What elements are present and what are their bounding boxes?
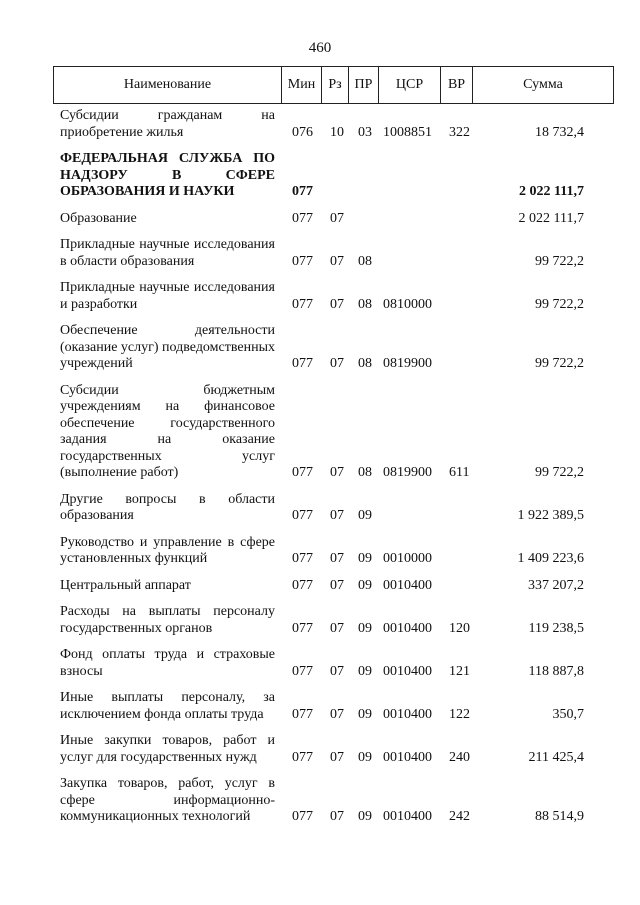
row-sum: 1 922 389,5	[517, 508, 584, 523]
table-row	[0, 323, 640, 373]
row-min: 077	[292, 551, 313, 566]
row-rz: 07	[330, 551, 344, 566]
row-sum: 119 238,5	[528, 620, 584, 636]
row-pr: 09	[358, 577, 372, 593]
row-pr: 09	[358, 620, 372, 636]
row-sum: 2 022 111,7	[518, 210, 584, 226]
table-header	[53, 66, 614, 104]
row-sum: 99 722,2	[535, 356, 584, 371]
row-csr: 0810000	[383, 296, 432, 312]
row-pr: 08	[358, 465, 372, 480]
row-name: Обеспечение деятельности (оказание услуг) подведомственных учреждений	[60, 323, 275, 371]
row-rz: 07	[330, 706, 344, 722]
header-rz: Рз	[322, 67, 349, 103]
row-csr: 0010400	[383, 620, 432, 636]
table-row	[0, 237, 640, 270]
row-pr: 08	[358, 296, 372, 312]
row-min: 077	[292, 749, 313, 765]
row-rz: 10	[330, 124, 344, 140]
header-csr: ЦСР	[379, 67, 441, 103]
row-pr: 09	[358, 508, 372, 523]
row-sum: 118 887,8	[528, 663, 584, 679]
row-pr: 08	[358, 356, 372, 371]
row-rz: 07	[330, 508, 344, 523]
page-number: 460	[308, 40, 332, 56]
row-name: Субсидии гражданам на приобретение жилья	[60, 108, 275, 140]
row-pr: 09	[358, 706, 372, 722]
table-row	[0, 604, 640, 637]
row-pr: 03	[358, 124, 372, 140]
table-row	[0, 776, 640, 826]
row-sum: 2 022 111,7	[519, 184, 584, 199]
row-min: 077	[292, 809, 313, 824]
row-name: Иные выплаты персоналу, за исключением фонда оплаты труда	[60, 690, 275, 722]
table-row	[0, 280, 640, 313]
row-vr: 242	[449, 809, 470, 824]
row-pr: 09	[358, 749, 372, 765]
row-name: Прикладные научные исследования и разработки	[60, 280, 275, 312]
table-body	[0, 108, 640, 836]
row-rz: 07	[330, 296, 344, 312]
header-min: Мин	[282, 67, 322, 103]
row-name: ФЕДЕРАЛЬНАЯ СЛУЖБА ПО НАДЗОРУ В СФЕРЕ ОБРАЗОВАНИЯ И НАУКИ	[60, 151, 275, 199]
row-vr: 322	[449, 124, 470, 140]
row-pr: 09	[358, 663, 372, 679]
row-min: 077	[292, 356, 313, 371]
row-rz: 07	[330, 577, 344, 593]
row-csr: 0010400	[383, 749, 432, 765]
row-csr: 0010400	[383, 663, 432, 679]
header-name: Наименование	[54, 67, 282, 103]
row-pr: 09	[358, 809, 372, 824]
table-row	[0, 733, 640, 766]
row-sum: 88 514,9	[535, 809, 584, 824]
row-name: Другие вопросы в области образования	[60, 491, 275, 523]
row-rz: 07	[330, 465, 344, 480]
row-vr: 122	[449, 706, 470, 722]
row-pr: 08	[358, 253, 372, 269]
row-min: 077	[292, 253, 313, 269]
row-csr: 0010000	[383, 551, 432, 566]
row-rz: 07	[330, 620, 344, 636]
row-name: Образование	[60, 210, 137, 226]
row-csr: 0819900	[383, 356, 432, 371]
row-rz: 07	[330, 210, 344, 226]
row-name: Фонд оплаты труда и страховые взносы	[60, 647, 275, 679]
row-min: 077	[292, 706, 313, 722]
row-csr: 0819900	[383, 465, 432, 480]
table-row	[0, 690, 640, 723]
table-row	[0, 108, 640, 141]
row-rz: 07	[330, 356, 344, 371]
row-rz: 07	[330, 253, 344, 269]
row-rz: 07	[330, 663, 344, 679]
table-row	[0, 211, 640, 228]
table-row	[0, 535, 640, 568]
row-min: 077	[292, 184, 313, 199]
header-pr: ПР	[349, 67, 379, 103]
row-min: 077	[292, 210, 313, 226]
row-sum: 99 722,2	[535, 465, 584, 480]
row-rz: 07	[330, 749, 344, 765]
row-vr: 121	[449, 663, 470, 679]
row-pr: 09	[358, 551, 372, 566]
row-csr: 0010400	[383, 809, 432, 824]
header-vr: ВР	[441, 67, 473, 103]
row-name: Центральный аппарат	[60, 577, 191, 593]
row-min: 077	[292, 663, 313, 679]
row-name: Иные закупки товаров, работ и услуг для государственных нужд	[60, 733, 275, 765]
row-name: Субсидии бюджетным учреждениям на финансовое обеспечение государственного задания на оказание государственных услуг (выполнение работ)	[60, 382, 275, 480]
row-min: 077	[292, 620, 313, 636]
row-name: Расходы на выплаты персоналу государственных органов	[60, 604, 275, 636]
row-name: Руководство и управление в сфере установленных функций	[60, 534, 275, 566]
row-csr: 1008851	[383, 124, 432, 140]
row-vr: 240	[449, 749, 470, 765]
row-sum: 337 207,2	[528, 577, 584, 593]
row-csr: 0010400	[383, 577, 432, 593]
header-sum: Сумма	[523, 77, 563, 92]
row-csr: 0010400	[383, 706, 432, 722]
table-row	[0, 578, 640, 595]
table-row	[0, 383, 640, 482]
row-vr: 120	[449, 620, 470, 636]
row-sum: 18 732,4	[535, 124, 584, 140]
row-rz: 07	[330, 809, 344, 824]
row-min: 077	[292, 465, 313, 480]
row-sum: 350,7	[552, 706, 584, 722]
row-name: Закупка товаров, работ, услуг в сфере информационно-коммуникационных технологий	[60, 776, 275, 824]
table-row	[0, 492, 640, 525]
row-min: 077	[292, 296, 313, 312]
table-row	[0, 647, 640, 680]
row-sum: 1 409 223,6	[517, 551, 584, 566]
table-row	[0, 151, 640, 201]
row-sum: 211 425,4	[528, 749, 584, 765]
row-name: Прикладные научные исследования в области образования	[60, 237, 275, 269]
row-sum: 99 722,2	[535, 296, 584, 312]
row-vr: 611	[449, 465, 470, 480]
row-min: 077	[292, 508, 313, 523]
row-sum: 99 722,2	[535, 253, 584, 269]
row-min: 076	[292, 124, 313, 140]
row-min: 077	[292, 577, 313, 593]
